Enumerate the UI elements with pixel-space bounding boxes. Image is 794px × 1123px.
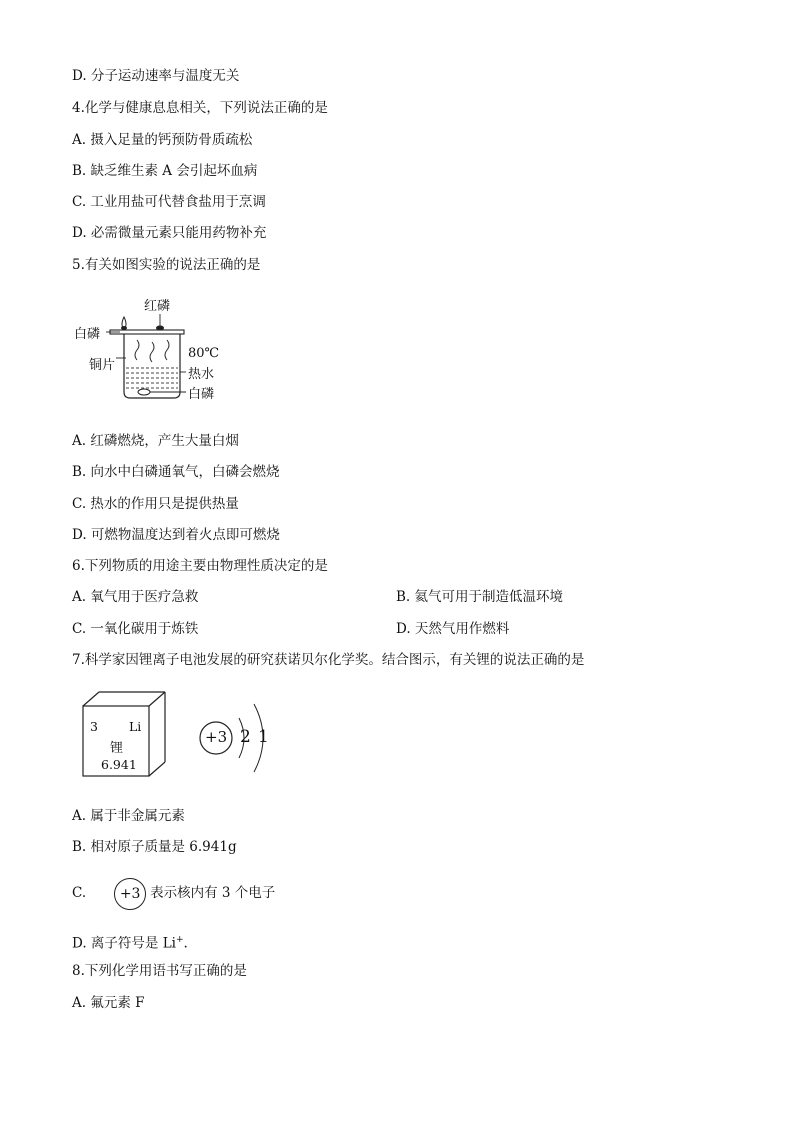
q6-option-c: C. 一氧化碳用于炼铁	[72, 621, 199, 637]
q4-option-b: B. 缺乏维生素 A 会引起坏血病	[72, 163, 258, 179]
q7-option-d	[72, 931, 188, 953]
q7-option-c	[72, 876, 275, 910]
q5-stem: 5.有关如图实验的说法正确的是	[72, 257, 261, 273]
q7-option-d-prefix: D. 离子符号是 Li	[72, 935, 176, 952]
q4-option-c: C. 工业用盐可代替食盐用于烹调	[72, 194, 266, 210]
q7-option-d-end: .	[183, 935, 188, 952]
q7-option-c-suffix: 表示核内有 3 个电子	[150, 885, 276, 901]
q7-option-a: A. 属于非金属元素	[72, 808, 185, 824]
leader-lines	[106, 314, 186, 392]
q6-stem: 6.下列物质的用途主要由物理性质决定的是	[72, 558, 328, 574]
q7-lithium-figure	[80, 690, 280, 782]
element-symbol: Li	[129, 719, 142, 734]
element-number: 3	[90, 719, 98, 734]
red-phosphorus-label: 红磷	[144, 299, 171, 314]
q6-option-b: B. 氦气可用于制造低温环境	[396, 589, 564, 605]
q6-option-d: D. 天然气用作燃料	[396, 621, 510, 637]
temperature-label: 80℃	[188, 346, 220, 361]
hot-water-shape	[126, 368, 178, 388]
q7-option-c-nucleus: +3	[114, 878, 146, 910]
q4-option-d: D. 必需微量元素只能用药物补充	[72, 225, 267, 241]
q4-option-a: A. 摄入足量的钙预防骨质疏松	[72, 132, 253, 148]
hot-water-label: 热水	[188, 367, 215, 382]
atom-nucleus-charge: +3	[205, 728, 228, 746]
q4-stem: 4.化学与健康息息相关，下列说法正确的是	[72, 100, 328, 116]
bottom-white-phosphorus-shape	[138, 389, 150, 395]
white-phosphorus-bottom-label: 白磷	[188, 387, 215, 402]
element-mass: 6.941	[101, 757, 137, 772]
white-phosphorus-top-label: 白磷	[74, 327, 101, 342]
q7-option-d-charge: +	[176, 935, 184, 945]
q3-option-d: D. 分子运动速率与温度无关	[72, 68, 240, 84]
q7-stem: 7.科学家因锂离子电池发展的研究获诺贝尔化学奖。结合图示，有关锂的说法正确的是	[72, 652, 585, 668]
q6-option-a: A. 氧气用于医疗急救	[72, 589, 199, 605]
top-white-phosphorus-shape	[121, 326, 127, 330]
element-name: 锂	[110, 741, 124, 756]
q5-option-d: D. 可燃物温度达到着火点即可燃烧	[72, 527, 280, 543]
q5-experiment-figure	[72, 292, 232, 407]
atom-shell-2-count: 1	[258, 727, 269, 747]
q7-option-b: B. 相对原子质量是 6.941g	[72, 839, 237, 855]
q8-option-a: A. 氟元素 F	[72, 995, 145, 1011]
q8-stem: 8.下列化学用语书写正确的是	[72, 963, 247, 979]
copper-sheet-label: 铜片	[89, 358, 116, 373]
q5-option-a: A. 红磷燃烧，产生大量白烟	[72, 433, 239, 449]
steam-shape	[135, 340, 169, 362]
copper-sheet-shape	[110, 330, 184, 334]
q5-option-c: C. 热水的作用只是提供热量	[72, 496, 239, 512]
q7-option-c-prefix: C.	[72, 885, 87, 901]
atom-shell-1-count: 2	[240, 727, 251, 747]
q5-option-b: B. 向水中白磷通氧气，白磷会燃烧	[72, 464, 280, 480]
red-phosphorus-shape	[156, 326, 164, 331]
